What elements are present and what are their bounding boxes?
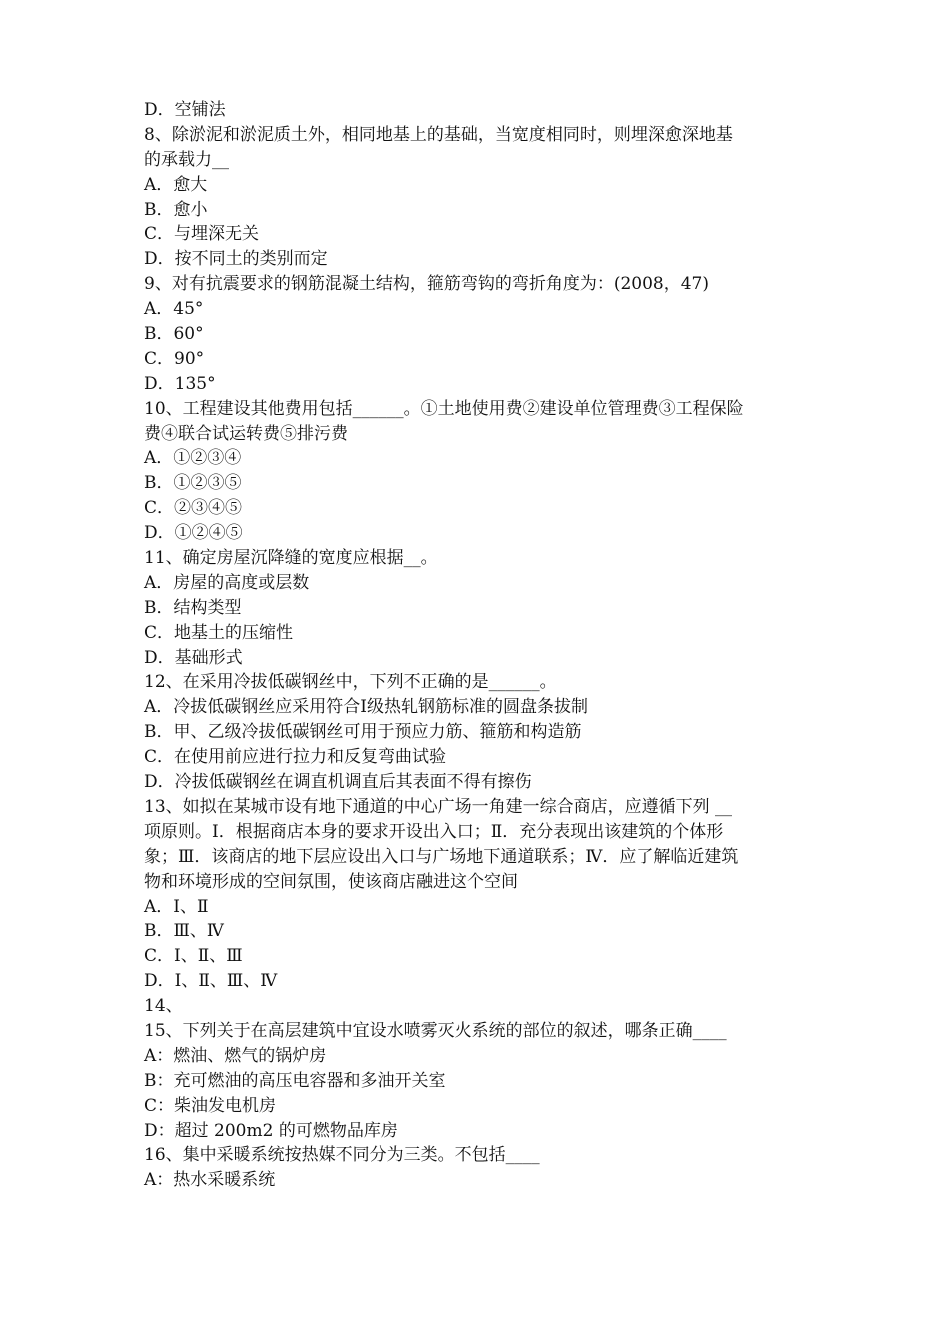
option-line: C．在使用前应进行拉力和反复弯曲试验 — [144, 747, 447, 768]
option-line: D．基础形式 — [144, 647, 243, 668]
option-line: D．Ⅰ、Ⅱ、Ⅲ、Ⅳ — [144, 971, 278, 992]
option-line: D：超过 200m2 的可燃物品库房 — [144, 1120, 398, 1141]
question-line: 9、对有抗震要求的钢筋混凝土结构，箍筋弯钩的弯折角度为：(2008，47) — [144, 274, 709, 295]
option-line: B．Ⅲ、Ⅳ — [144, 921, 224, 942]
option-line: C．②③④⑤ — [144, 498, 243, 519]
option-line: A．愈大 — [144, 174, 208, 195]
option-line: D．①②④⑤ — [144, 523, 243, 544]
text-line: 的承载力__ — [144, 149, 229, 170]
option-line: D．冷拔低碳钢丝在调直机调直后其表面不得有擦伤 — [144, 772, 532, 793]
question-line: 12、在采用冷拔低碳钢丝中，下列不正确的是______。 — [144, 672, 557, 693]
option-line: C：柴油发电机房 — [144, 1095, 277, 1116]
text-line: 费④联合试运转费⑤排污费 — [144, 423, 348, 444]
option-line: C．与埋深无关 — [144, 224, 260, 245]
question-line: 8、除淤泥和淤泥质土外，相同地基上的基础，当宽度相同时，则埋深愈深地基 — [144, 124, 733, 145]
question-line: 11、确定房屋沉降缝的宽度应根据__。 — [144, 548, 438, 569]
question-line: 15、下列关于在高层建筑中宜设水喷雾灭火系统的部位的叙述，哪条正确____ — [144, 1020, 727, 1041]
option-line: A：热水采暖系统 — [144, 1170, 276, 1191]
option-line: B．愈小 — [144, 199, 208, 220]
option-line: B：充可燃油的高压电容器和多油开关室 — [144, 1070, 446, 1091]
document-body — [144, 98, 824, 1193]
option-line: A．冷拔低碳钢丝应采用符合Ⅰ级热轧钢筋标准的圆盘条拔制 — [144, 697, 588, 718]
option-line: A．房屋的高度或层数 — [144, 572, 310, 593]
question-line: 16、集中采暖系统按热媒不同分为三类。不包括____ — [144, 1145, 540, 1166]
option-line: B．①②③⑤ — [144, 473, 242, 494]
option-line: A．①②③④ — [144, 448, 242, 469]
option-line: D．135° — [144, 373, 216, 394]
question-line: 14、 — [144, 996, 183, 1017]
option-line: A．45° — [144, 299, 204, 320]
option-line: C．Ⅰ、Ⅱ、Ⅲ — [144, 946, 243, 967]
option-line: D．按不同土的类别而定 — [144, 249, 328, 270]
option-line: C．90° — [144, 348, 205, 369]
option-line: A．Ⅰ、Ⅱ — [144, 896, 209, 917]
text-line: D．空铺法 — [144, 100, 226, 120]
question-line: 13、如拟在某城市设有地下通道的中心广场一角建一综合商店，应遵循下列 __ — [144, 796, 733, 817]
option-line: B．甲、乙级冷拔低碳钢丝可用于预应力筋、箍筋和构造筋 — [144, 722, 582, 743]
text-line: 象；Ⅲ．该商店的地下层应设出入口与广场地下通道联系；Ⅳ．应了解临近建筑 — [144, 846, 739, 867]
question-line: 10、工程建设其他费用包括______。①土地使用费②建设单位管理费③工程保险 — [144, 398, 744, 419]
text-line: 物和环境形成的空间氛围，使该商店融进这个空间 — [144, 871, 518, 892]
option-line: B．结构类型 — [144, 597, 242, 618]
option-line: B．60° — [144, 324, 204, 345]
option-line: A：燃油、燃气的锅炉房 — [144, 1045, 327, 1066]
text-line: 项原则。Ⅰ．根据商店本身的要求开设出入口；Ⅱ．充分表现出该建筑的个体形 — [144, 821, 724, 842]
option-line: C．地基土的压缩性 — [144, 622, 294, 643]
